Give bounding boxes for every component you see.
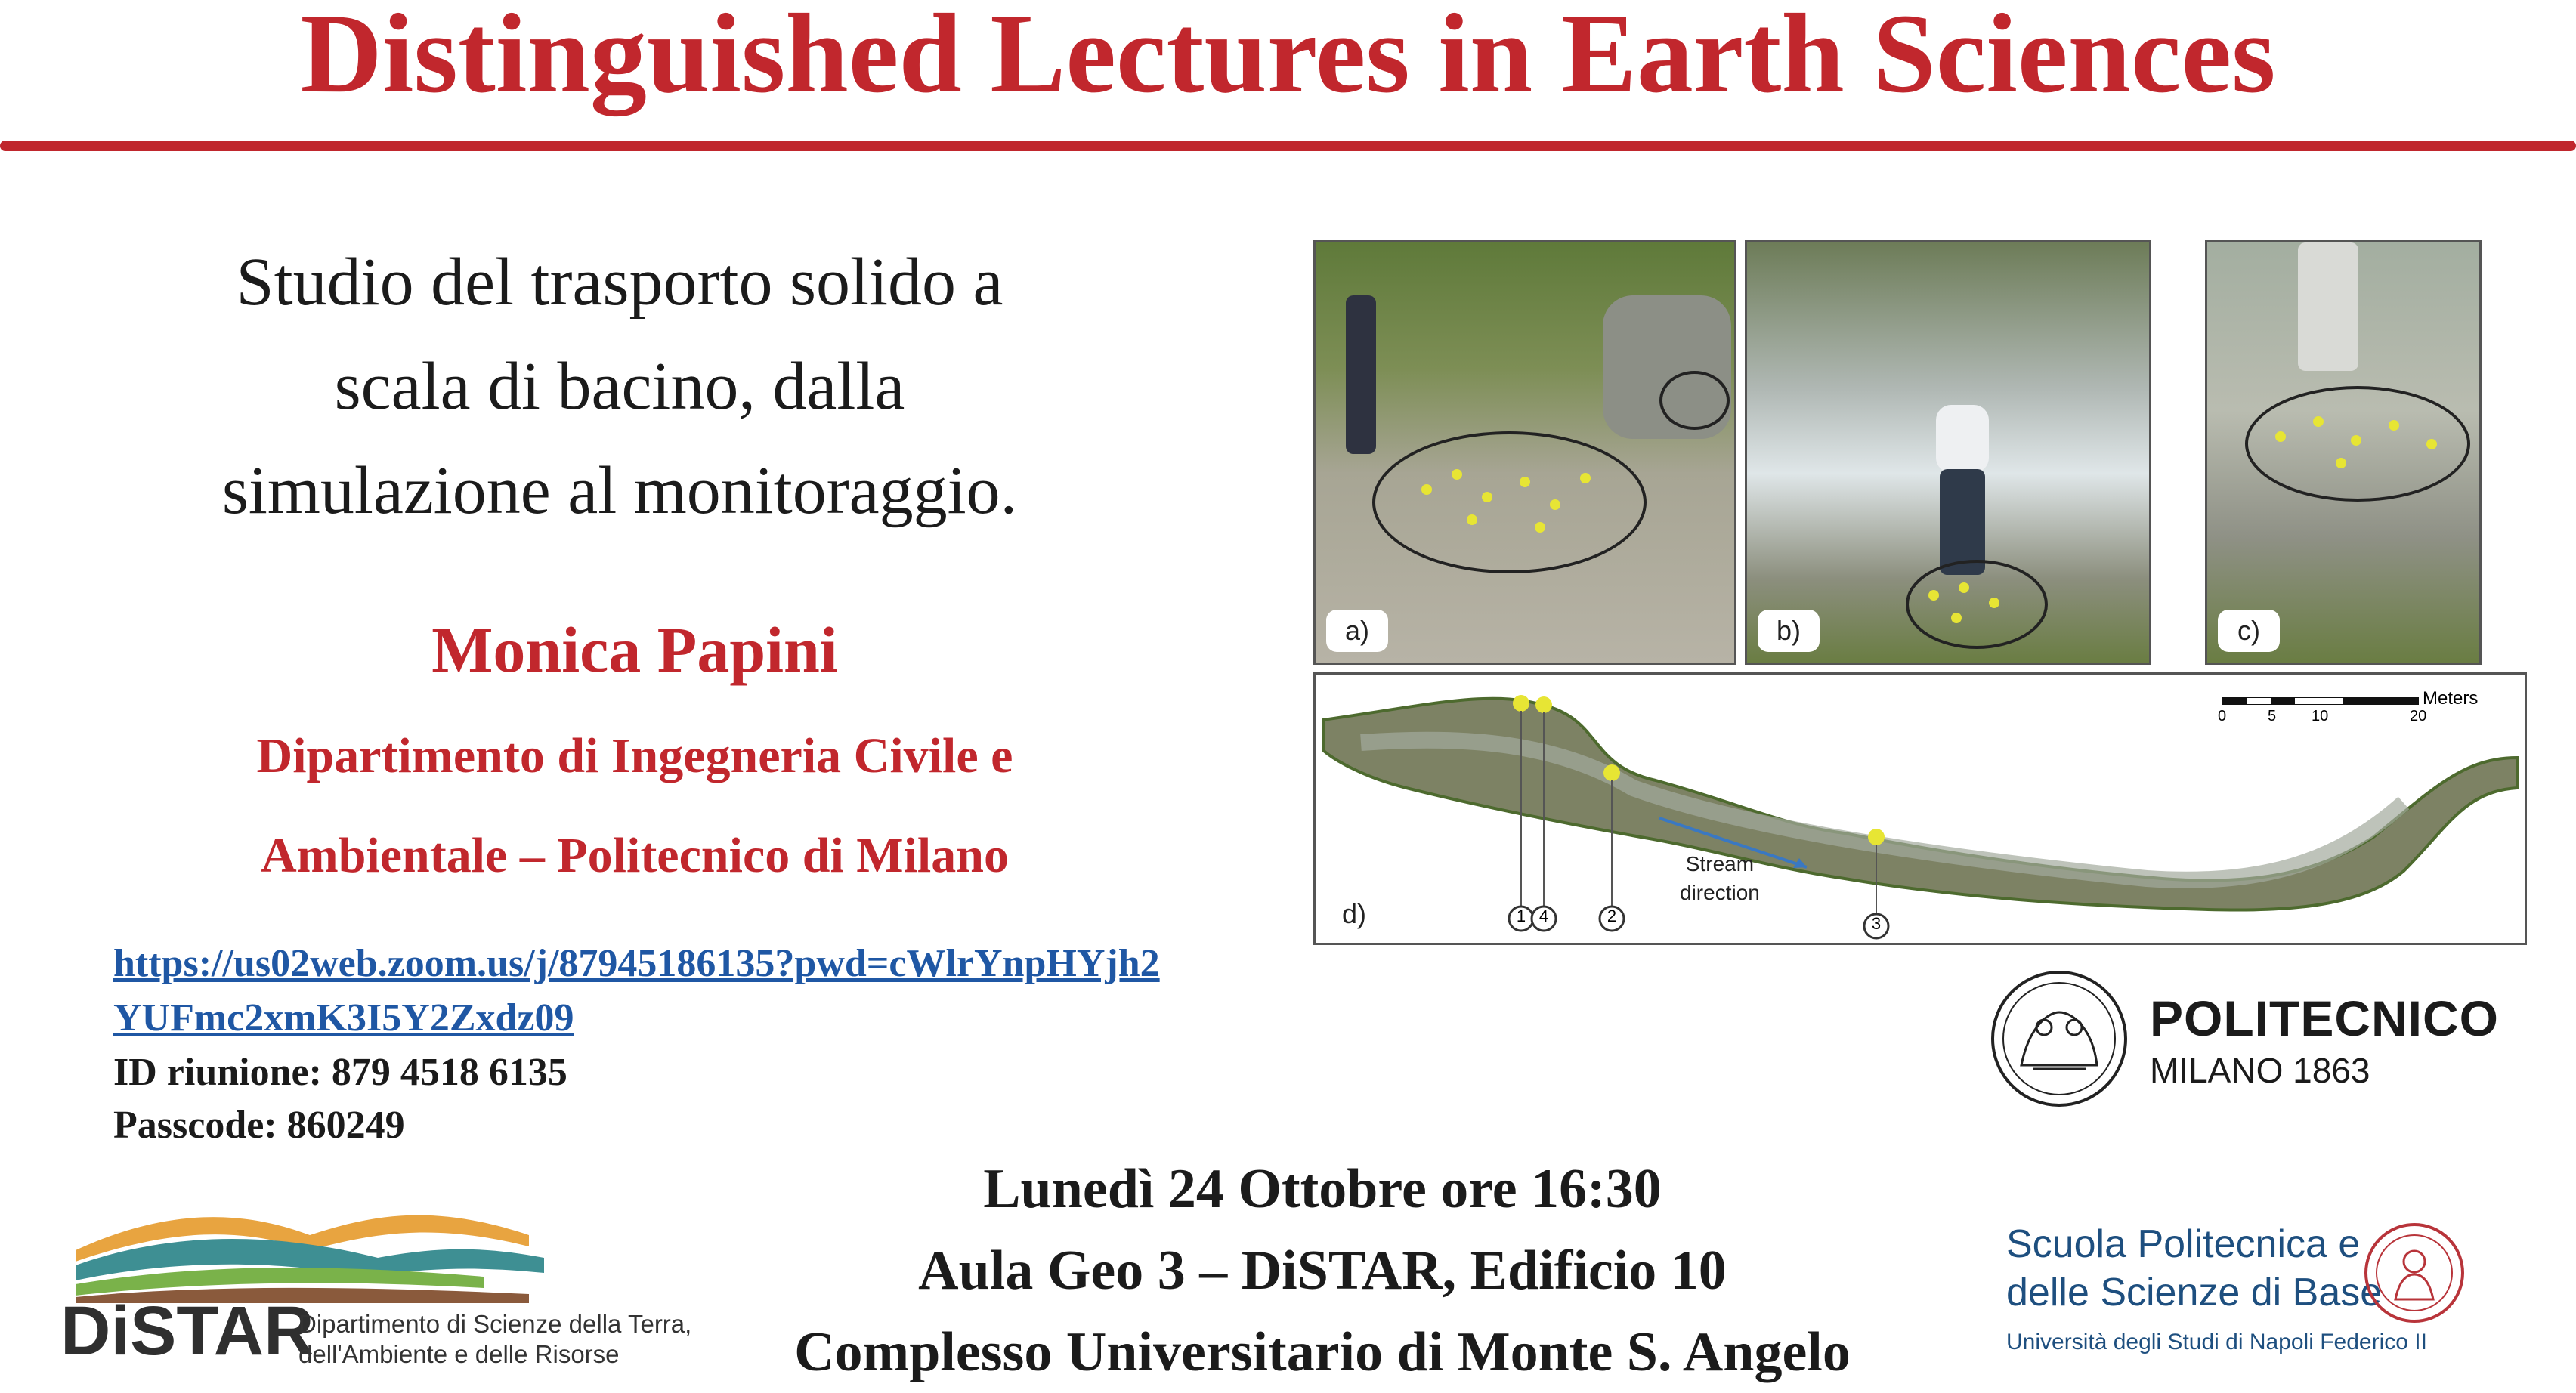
affiliation-line: Ambientale – Politecnico di Milano: [261, 828, 1009, 883]
distar-logo: [60, 1205, 695, 1371]
zoom-link-line[interactable]: https://us02web.zoom.us/j/87945186135?pwd=cWlrYnpHYjh2: [113, 942, 1160, 985]
distar-department: [298, 1309, 691, 1370]
polimi-logo: [1987, 967, 2531, 1110]
federico-ii-seal-icon: [2361, 1220, 2467, 1326]
zoom-link-line[interactable]: YUFmc2xmK3I5Y2Zxdz09: [113, 996, 574, 1039]
stream-label-line: direction: [1680, 881, 1760, 904]
marker-label-2: 2: [1607, 907, 1617, 925]
scuola-name-line: Scuola Politecnica e: [2006, 1222, 2361, 1266]
affiliation-line: Dipartimento di Ingegneria Civile e: [256, 728, 1013, 783]
panel-label-b: b): [1758, 610, 1820, 652]
stream-direction-label: [1680, 850, 1760, 907]
field-photo-b: [1745, 240, 2151, 665]
talk-title: [128, 230, 1111, 543]
scale-tick-0: 0: [2218, 708, 2227, 724]
meeting-info: [113, 1046, 567, 1152]
marker-label-1: 1: [1516, 907, 1526, 925]
talk-title-line: scala di bacino, dalla: [334, 349, 905, 424]
polimi-name: POLITECNICO: [2150, 990, 2500, 1046]
scuola-name: [2006, 1220, 2382, 1317]
scale-tick-5: 5: [2268, 708, 2277, 724]
speaker-name: Monica Papini: [431, 613, 838, 686]
scuola-name-line: delle Scienze di Base: [2006, 1271, 2383, 1314]
scale-unit-label: Meters: [2423, 688, 2479, 709]
tracer-site-1: [1513, 695, 1529, 712]
tracer-site-4: [1535, 696, 1552, 713]
event-date: Lunedì 24 Ottobre ore 16:30: [983, 1158, 1662, 1220]
stream-label-line: Stream: [1685, 852, 1755, 876]
panel-label-c: c): [2218, 610, 2280, 652]
page-title: Distinguished Lectures in Earth Sciences: [300, 0, 2276, 116]
scuola-logo: [2006, 1220, 2550, 1371]
distar-department-line: Dipartimento di Scienze della Terra,: [298, 1310, 692, 1338]
meeting-passcode: Passcode: 860249: [113, 1104, 405, 1147]
event-room: Aula Geo 3 – DiSTAR, Edificio 10: [918, 1240, 1727, 1302]
river-channel: [1323, 699, 2517, 910]
river-map-svg: [1316, 675, 2525, 943]
event-details: [756, 1148, 1889, 1393]
distar-department-line: dell'Ambiente e delle Risorse: [298, 1340, 620, 1368]
scuola-university: Università degli Studi di Napoli Federico II: [2006, 1330, 2427, 1354]
distar-name: DiSTAR: [60, 1293, 314, 1370]
talk-title-line: Studio del trasporto solido a: [236, 245, 1003, 320]
meeting-id: ID riunione: 879 4518 6135: [113, 1051, 567, 1094]
marker-label-3: 3: [1871, 914, 1882, 933]
distar-hills-icon: [60, 1205, 589, 1303]
panel-label-d: d): [1323, 893, 1385, 935]
marker-label-4: 4: [1538, 907, 1549, 925]
panel-label-a: a): [1326, 610, 1388, 652]
event-place: Complesso Universitario di Monte S. Angelo: [794, 1321, 1851, 1383]
polimi-subtitle: MILANO 1863: [2150, 1051, 2370, 1090]
polimi-seal-icon: [1987, 967, 2131, 1110]
talk-title-line: simulazione al monitoraggio.: [221, 453, 1018, 528]
title-divider: [0, 141, 2576, 151]
zoom-link[interactable]: [113, 937, 1160, 1046]
tracer-site-3: [1868, 829, 1885, 845]
scale-tick-20: 20: [2410, 708, 2427, 724]
river-map: [1313, 672, 2527, 945]
tracer-site-2: [1603, 764, 1620, 781]
scale-tick-10: 10: [2312, 708, 2329, 724]
speaker-affiliation: [106, 706, 1164, 906]
field-photo-c: [2205, 240, 2482, 665]
field-photo-a: [1313, 240, 1736, 665]
